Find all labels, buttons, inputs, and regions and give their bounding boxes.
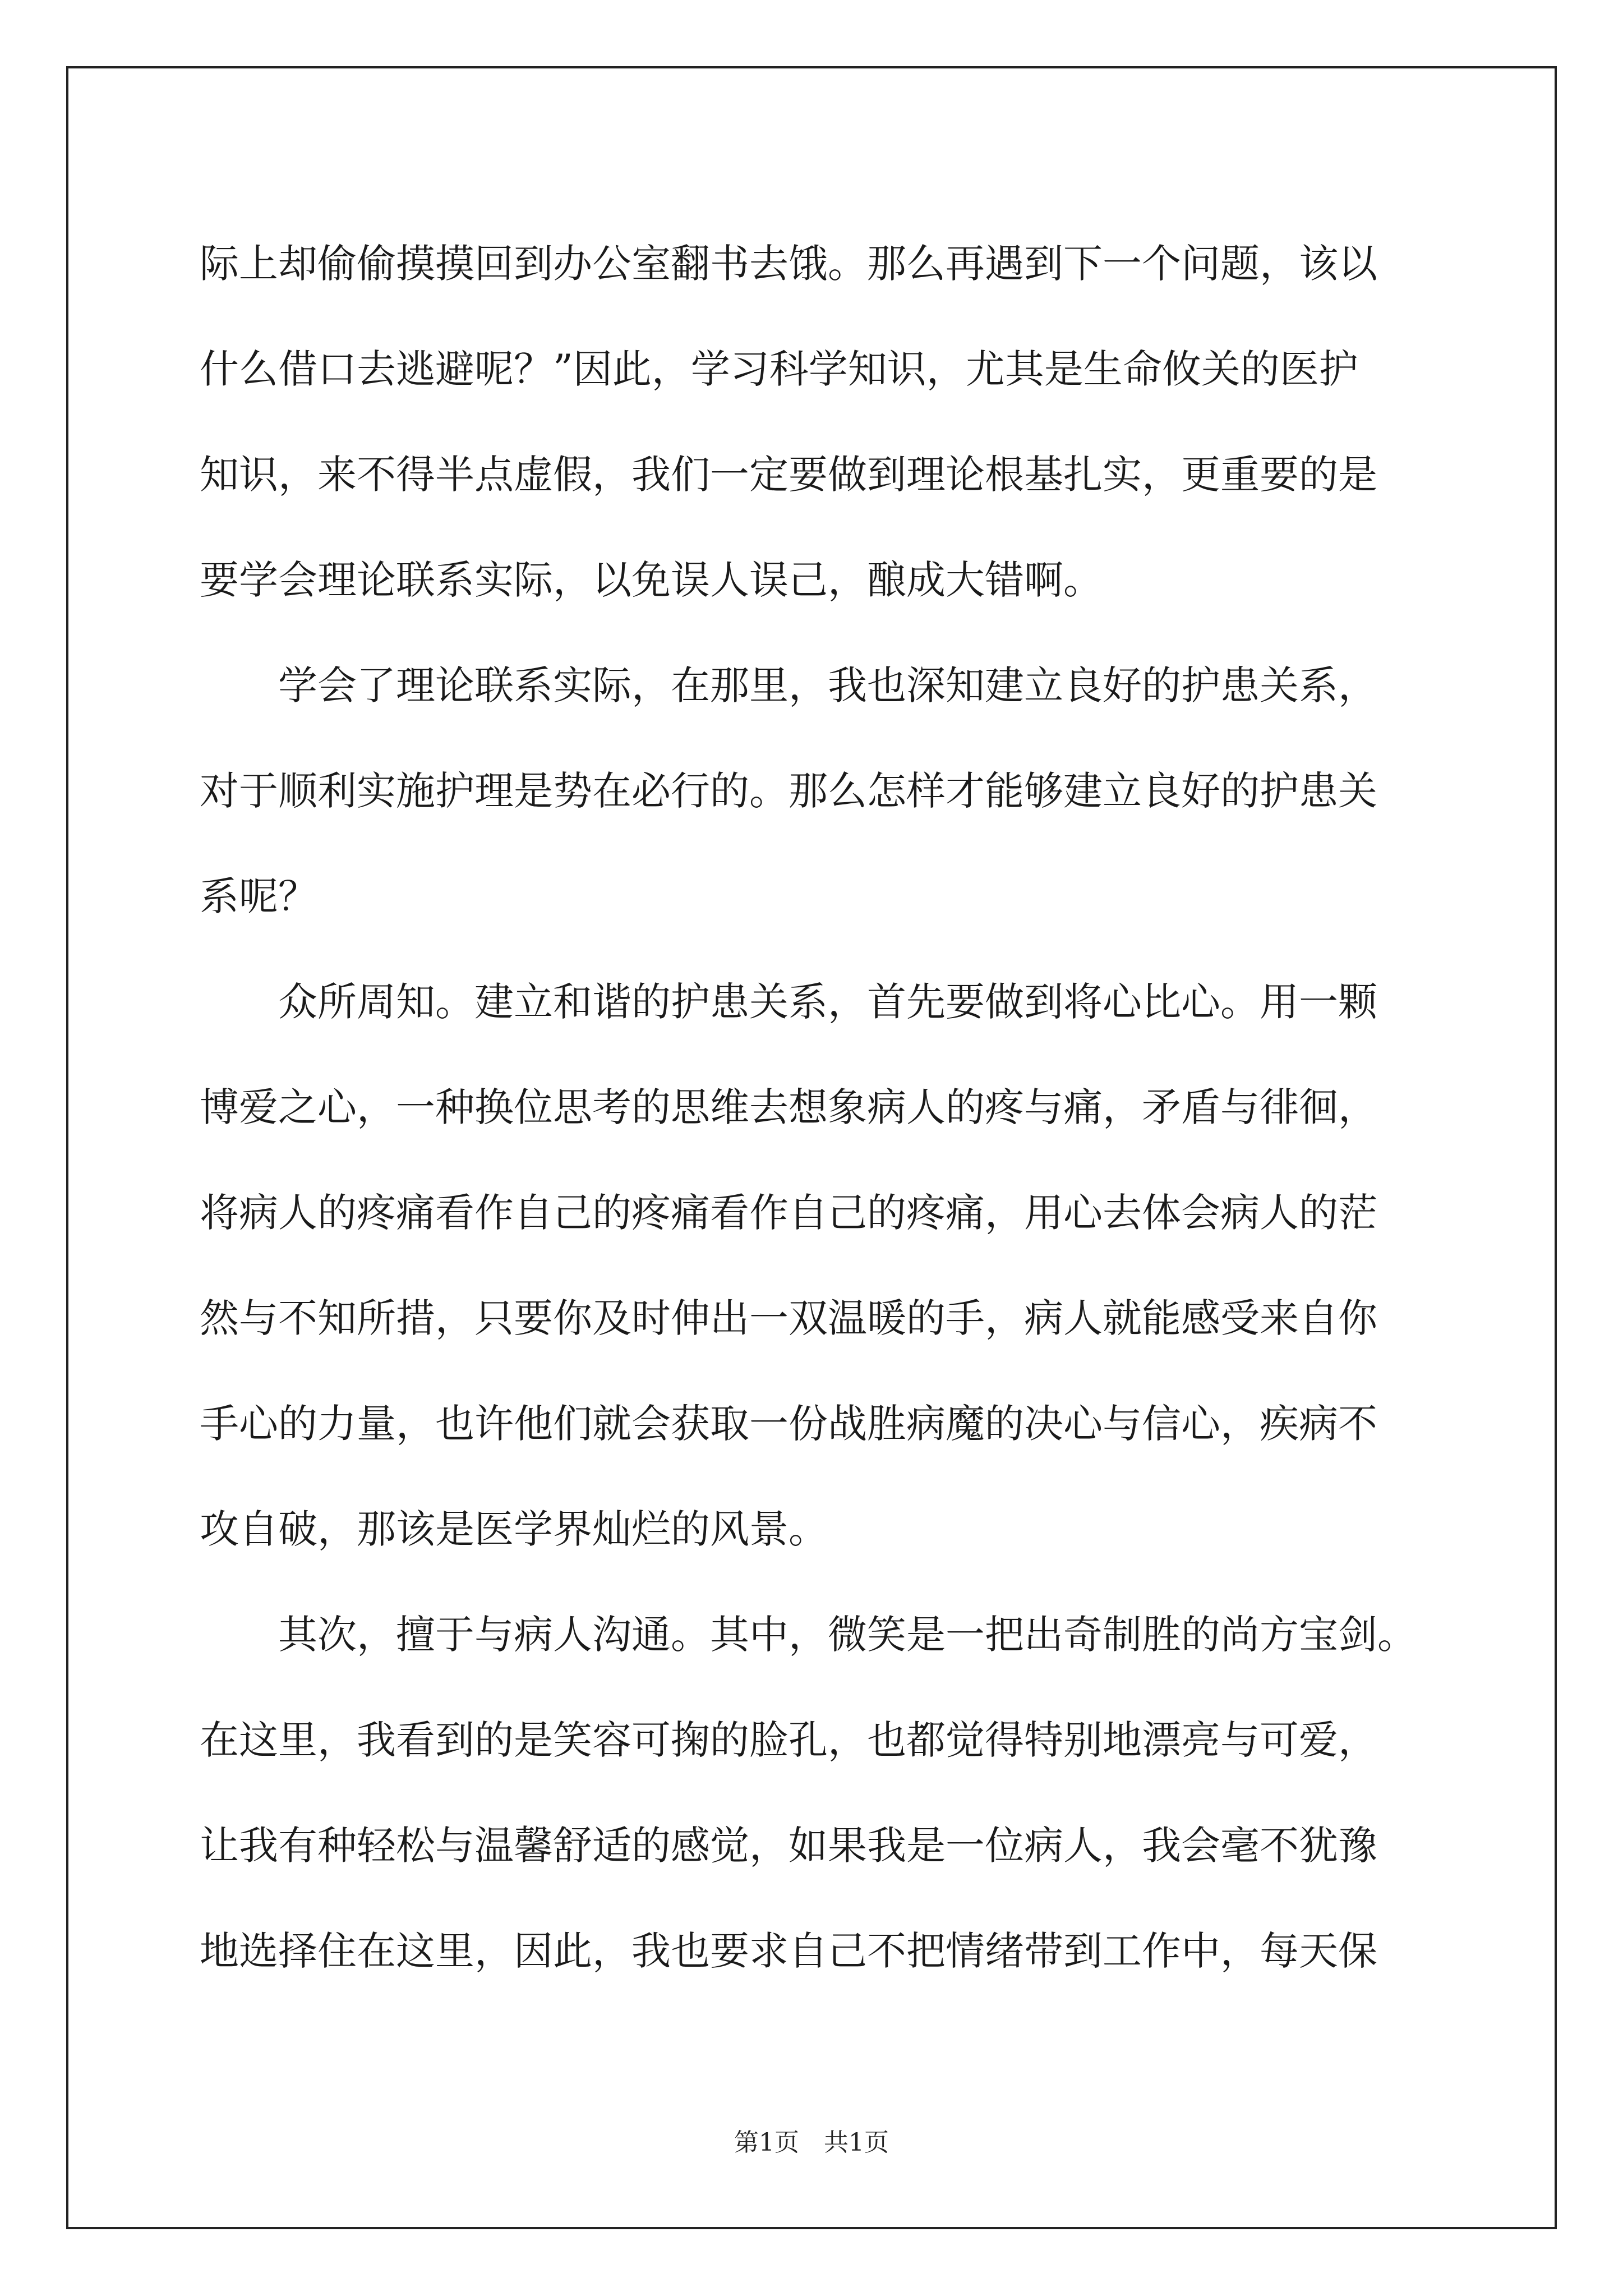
text-line: 将病人的疼痛看作自己的疼痛看作自己的疼痛，用心去体会病人的茫 bbox=[200, 1190, 1377, 1236]
text-line: 学会了理论联系实际，在那里，我也深知建立良好的护患关系， bbox=[200, 662, 1377, 708]
text-line: 际上却偷偷摸摸回到办公室翻书去饿。那么再遇到下一个问题，该以 bbox=[200, 241, 1377, 287]
text-line: 要学会理论联系实际，以免误人误己，酿成大错啊。 bbox=[200, 557, 1103, 603]
text-line: 其次，擅于与病人沟通。其中，微笑是一把出奇制胜的尚方宝剑。 bbox=[200, 1612, 1417, 1658]
text-line: 让我有种轻松与温馨舒适的感觉，如果我是一位病人，我会毫不犹豫 bbox=[200, 1823, 1377, 1869]
text-line: 知识，来不得半点虚假，我们一定要做到理论根基扎实，更重要的是 bbox=[200, 452, 1377, 498]
text-line: 手心的力量，也许他们就会获取一份战胜病魔的决心与信心，疾病不 bbox=[200, 1401, 1377, 1447]
text-line: 在这里，我看到的是笑容可掬的脸孔，也都觉得特别地漂亮与可爱， bbox=[200, 1717, 1377, 1763]
text-line: 博爱之心，一种换位思考的思维去想象病人的疼与痛，矛盾与徘徊， bbox=[200, 1084, 1377, 1130]
text-line: 地选择住在这里，因此，我也要求自己不把情绪带到工作中，每天保 bbox=[200, 1928, 1377, 1974]
page-number-footer: 第1页 共1页 bbox=[734, 2128, 889, 2157]
text-line: 然与不知所措，只要你及时伸出一双温暖的手，病人就能感受来自你 bbox=[200, 1295, 1377, 1341]
text-line: 系呢？ bbox=[200, 873, 317, 919]
text-line: 众所周知。建立和谐的护患关系，首先要做到将心比心。用一颗 bbox=[200, 979, 1377, 1025]
document-body bbox=[200, 211, 1428, 2004]
text-line: 什么借口去逃避呢？”因此，学习科学知识，尤其是生命攸关的医护 bbox=[200, 346, 1358, 392]
text-line: 对于顺利实施护理是势在必行的。那么怎样才能够建立良好的护患关 bbox=[200, 768, 1377, 814]
text-line: 攻自破，那该是医学界灿烂的风景。 bbox=[200, 1506, 828, 1552]
